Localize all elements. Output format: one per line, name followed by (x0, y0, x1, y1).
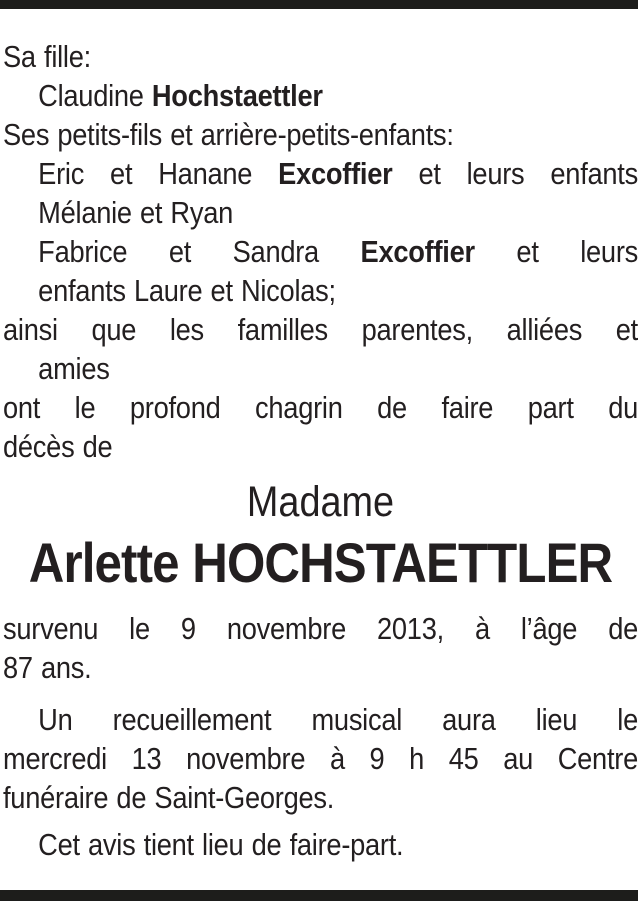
notice-text: décès de (3, 429, 113, 464)
family-line (38, 193, 638, 232)
ceremony-line (3, 739, 638, 778)
notice-text: Sa fille: (3, 39, 91, 74)
notice-text: ainsi que les familles parentes, alliées et (3, 312, 638, 347)
families-line (38, 349, 638, 388)
notice-body (3, 37, 638, 864)
notice-text: et leurs enfants (392, 156, 638, 191)
notice-text: funéraire de Saint-Georges. (3, 780, 335, 815)
families-line (3, 310, 638, 349)
surname-bold-text: Arlette HOCHSTAETTLER (28, 531, 613, 594)
family-line (38, 232, 638, 271)
notice-text: Madame (246, 478, 395, 526)
notice-text: ont le profond chagrin de faire part du (3, 390, 638, 425)
relative-intro-line (3, 37, 638, 76)
death-age-line (3, 648, 638, 687)
ceremony-line (3, 778, 638, 817)
notice-text: Fabrice et Sandra (38, 234, 361, 269)
notice-text: Mélanie et Ryan (38, 195, 234, 230)
surname-bold-text: Hochstaettler (151, 78, 323, 113)
notice-text: Claudine (38, 78, 152, 113)
notice-text: 87 ans. (3, 650, 92, 685)
notice-text: amies (38, 351, 110, 386)
closing-line (38, 825, 638, 864)
title-madame (3, 476, 638, 529)
relative-name-line (38, 76, 638, 115)
notice-text: Ses petits-fils et arrière-petits-enfants: (3, 117, 454, 152)
notice-text: et leurs (474, 234, 638, 269)
ceremony-line (38, 700, 638, 739)
surname-bold-text: Excoffier (278, 156, 393, 191)
relatives-intro-line (3, 115, 638, 154)
notice-text: mercredi 13 novembre à 9 h 45 au Centre (3, 741, 638, 776)
notice-text: Eric et Hanane (38, 156, 279, 191)
top-border-rule (0, 0, 638, 9)
notice-text: Cet avis tient lieu de faire-part. (38, 827, 404, 862)
deceased-name-line (3, 529, 638, 596)
death-date-line (3, 609, 638, 648)
notice-text: Un recueillement musical aura lieu le (38, 702, 638, 737)
family-line (38, 154, 638, 193)
notice-text: enfants Laure et Nicolas; (38, 273, 336, 308)
announcement-line (3, 388, 638, 427)
notice-text: survenu le 9 novembre 2013, à l’âge de (3, 611, 638, 646)
announcement-line (3, 427, 638, 466)
family-line (38, 271, 638, 310)
bottom-border-rule (0, 890, 638, 901)
surname-bold-text: Excoffier (360, 234, 475, 269)
